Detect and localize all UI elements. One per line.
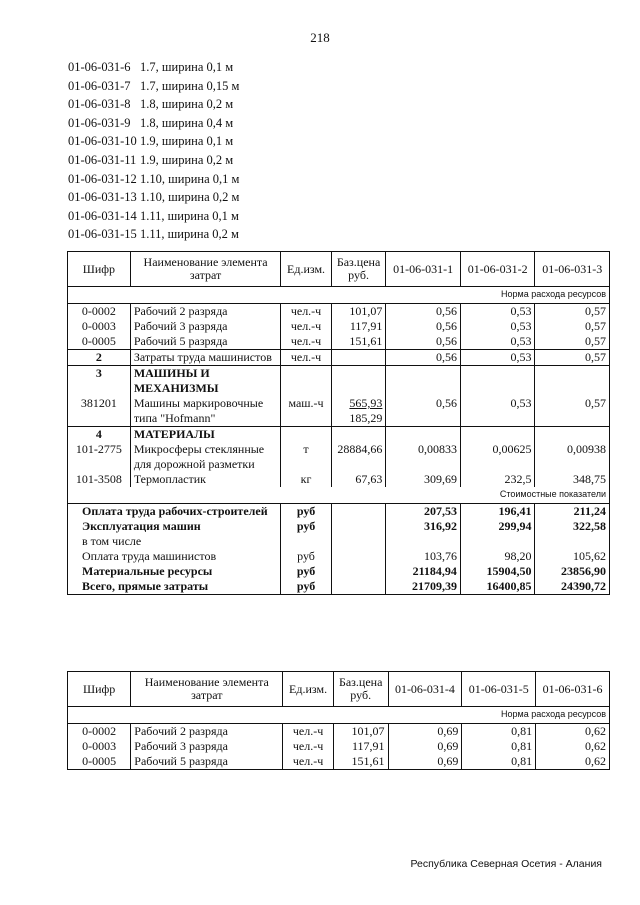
page-number: 218 <box>310 30 330 45</box>
cost-row <box>68 549 610 564</box>
code-list <box>68 58 239 244</box>
cost-price <box>331 549 386 564</box>
code-desc: 1.11, ширина 0,1 м <box>140 208 239 223</box>
row-value: 0,53 <box>460 396 535 427</box>
header-name: Наименование элемента затрат <box>131 672 283 707</box>
cost-unit: руб <box>281 564 331 579</box>
cost-price <box>331 519 386 534</box>
row-value: 0,62 <box>536 754 610 770</box>
row-value: 0,69 <box>388 724 462 740</box>
resource-table-1 <box>67 251 610 595</box>
row-unit: маш.-ч <box>281 396 331 427</box>
code-id: 01-06-031-11 <box>68 152 137 167</box>
cost-value: 316,92 <box>386 519 461 534</box>
row-unit: чел.-ч <box>281 319 331 334</box>
row-unit: т <box>281 442 331 472</box>
section-heading: МАШИНЫ И МЕХАНИЗМЫ <box>130 366 281 397</box>
code-desc: 1.8, ширина 0,4 м <box>140 115 234 130</box>
header-col: 01-06-031-6 <box>536 672 610 707</box>
code-id: 01-06-031-7 <box>68 78 131 93</box>
cost-value: 15904,50 <box>460 564 535 579</box>
cost-unit: руб <box>281 504 331 520</box>
code-id: 01-06-031-6 <box>68 60 131 74</box>
row-code: 0-0002 <box>68 304 131 320</box>
row-unit: чел.-ч <box>281 334 331 350</box>
section-label: Норма расхода ресурсов <box>68 287 610 304</box>
header-unit: Ед.изм. <box>281 252 331 287</box>
cost-value: 98,20 <box>460 549 535 564</box>
section-label: Стоимостные показатели <box>68 487 610 504</box>
header-price: Баз.цена руб. <box>333 672 388 707</box>
header-unit: Ед.изм. <box>283 672 334 707</box>
code-desc: 1.7, ширина 0,1 м <box>140 60 234 74</box>
cost-unit <box>281 534 331 549</box>
row-unit: кг <box>281 472 331 487</box>
row-price <box>331 350 386 366</box>
row-price: 101,07 <box>331 304 386 320</box>
table-header <box>68 672 610 707</box>
cost-value: 16400,85 <box>460 579 535 595</box>
row-value: 0,81 <box>462 739 536 754</box>
code-line <box>68 77 239 96</box>
row-unit: чел.-ч <box>283 724 334 740</box>
cell <box>460 427 535 443</box>
code-line <box>68 151 239 170</box>
row-code: 381201 <box>68 396 131 427</box>
row-value: 309,69 <box>386 472 461 487</box>
cost-name: Оплата труда рабочих-строителей <box>68 504 281 520</box>
table-row <box>68 724 610 740</box>
table-row <box>68 739 610 754</box>
table-row <box>68 427 610 443</box>
row-price: 28884,66 <box>331 442 386 472</box>
row-value: 0,57 <box>535 319 610 334</box>
row-unit: чел.-ч <box>281 304 331 320</box>
header-col: 01-06-031-5 <box>462 672 536 707</box>
footer-region: Республика Северная Осетия - Алания <box>410 858 602 870</box>
row-value: 0,57 <box>535 350 610 366</box>
cost-row <box>68 504 610 520</box>
row-code: 4 <box>68 427 131 443</box>
code-line <box>68 188 239 207</box>
section-heading: МАТЕРИАЛЫ <box>130 427 281 443</box>
cost-value <box>386 534 461 549</box>
row-value: 0,53 <box>460 304 535 320</box>
row-value: 0,57 <box>535 304 610 320</box>
row-code: 101-2775 <box>68 442 131 472</box>
row-value: 0,69 <box>388 754 462 770</box>
cost-row <box>68 564 610 579</box>
row-value: 0,53 <box>460 350 535 366</box>
code-id: 01-06-031-13 <box>68 190 137 205</box>
row-value: 348,75 <box>535 472 610 487</box>
row-price: 117,91 <box>331 319 386 334</box>
row-price <box>331 396 386 427</box>
code-desc: 1.8, ширина 0,2 м <box>140 97 234 112</box>
code-desc: 1.7, ширина 0,15 м <box>140 78 240 93</box>
row-price: 67,63 <box>331 472 386 487</box>
cost-row <box>68 579 610 595</box>
cost-value: 24390,72 <box>535 579 610 595</box>
row-price: 117,91 <box>333 739 388 754</box>
cost-value: 322,58 <box>535 519 610 534</box>
row-name: Рабочий 5 разряда <box>131 754 283 770</box>
code-desc: 1.9, ширина 0,2 м <box>140 152 234 167</box>
table-header <box>68 252 610 287</box>
code-id: 01-06-031-9 <box>68 115 131 130</box>
row-name: Рабочий 3 разряда <box>131 739 283 754</box>
row-unit: чел.-ч <box>281 350 331 366</box>
cell <box>535 366 610 397</box>
price-primary: 565,93 <box>349 396 383 410</box>
code-id: 01-06-031-15 <box>68 227 137 242</box>
price-secondary: 185,29 <box>349 411 383 425</box>
code-desc: 1.11, ширина 0,2 м <box>140 227 239 242</box>
cost-value: 103,76 <box>386 549 461 564</box>
cell <box>281 366 331 397</box>
section-label-row <box>68 707 610 724</box>
row-code: 0-0003 <box>68 739 131 754</box>
table-row <box>68 350 610 366</box>
row-name: Затраты труда машинистов <box>130 350 281 366</box>
row-code: 3 <box>68 366 131 397</box>
row-value: 0,57 <box>535 396 610 427</box>
row-value: 0,00625 <box>460 442 535 472</box>
cost-unit: руб <box>281 579 331 595</box>
code-line <box>68 114 239 133</box>
table-row <box>68 442 610 472</box>
row-value: 0,69 <box>388 739 462 754</box>
cost-price <box>331 564 386 579</box>
row-value: 0,56 <box>386 334 461 350</box>
table-row <box>68 472 610 487</box>
row-value: 0,62 <box>536 724 610 740</box>
cost-row <box>68 519 610 534</box>
row-name: Рабочий 2 разряда <box>131 724 283 740</box>
table-row <box>68 396 610 427</box>
cost-value: 21709,39 <box>386 579 461 595</box>
cell <box>281 427 331 443</box>
row-price: 151,61 <box>333 754 388 770</box>
cell <box>386 366 461 397</box>
row-value: 0,56 <box>386 304 461 320</box>
table-row <box>68 334 610 350</box>
row-value: 0,57 <box>535 334 610 350</box>
cost-price <box>331 504 386 520</box>
row-name: Рабочий 5 разряда <box>130 334 281 350</box>
row-value: 0,53 <box>460 334 535 350</box>
row-code: 101-3508 <box>68 472 131 487</box>
row-value: 232,5 <box>460 472 535 487</box>
cost-value: 196,41 <box>460 504 535 520</box>
row-value: 0,53 <box>460 319 535 334</box>
row-value: 0,00938 <box>535 442 610 472</box>
row-code: 0-0005 <box>68 334 131 350</box>
cell <box>460 366 535 397</box>
code-line <box>68 95 239 114</box>
row-code: 0-0002 <box>68 724 131 740</box>
table-row <box>68 304 610 320</box>
header-col: 01-06-031-4 <box>388 672 462 707</box>
row-value: 0,56 <box>386 350 461 366</box>
row-code: 2 <box>68 350 131 366</box>
row-value: 0,81 <box>462 754 536 770</box>
cost-value: 23856,90 <box>535 564 610 579</box>
header-col: 01-06-031-2 <box>460 252 535 287</box>
row-value: 0,56 <box>386 319 461 334</box>
row-code: 0-0003 <box>68 319 131 334</box>
row-name: Рабочий 3 разряда <box>130 319 281 334</box>
code-desc: 1.10, ширина 0,1 м <box>140 171 240 186</box>
cost-value: 299,94 <box>460 519 535 534</box>
cost-value: 21184,94 <box>386 564 461 579</box>
cost-unit: руб <box>281 519 331 534</box>
cell <box>331 366 386 397</box>
cost-value <box>460 534 535 549</box>
row-value: 0,62 <box>536 739 610 754</box>
code-line <box>68 225 239 244</box>
code-line <box>68 58 239 77</box>
cell <box>535 427 610 443</box>
row-price: 151,61 <box>331 334 386 350</box>
header-col: 01-06-031-1 <box>386 252 461 287</box>
row-value: 0,81 <box>462 724 536 740</box>
row-code: 0-0005 <box>68 754 131 770</box>
cost-price <box>331 534 386 549</box>
header-price: Баз.цена руб. <box>331 252 386 287</box>
code-desc: 1.10, ширина 0,2 м <box>140 190 240 205</box>
cost-value: 105,62 <box>535 549 610 564</box>
table-row <box>68 754 610 770</box>
resource-table-2 <box>67 671 610 770</box>
header-col: 01-06-031-3 <box>535 252 610 287</box>
code-line <box>68 170 239 189</box>
code-id: 01-06-031-14 <box>68 208 137 223</box>
row-name: Термопластик <box>130 472 281 487</box>
cell <box>331 427 386 443</box>
table-row <box>68 319 610 334</box>
code-line <box>68 207 239 226</box>
table-row <box>68 366 610 397</box>
cell <box>386 427 461 443</box>
row-unit: чел.-ч <box>283 739 334 754</box>
row-name: Микросферы стеклянные для дорожной разметки <box>130 442 281 472</box>
code-id: 01-06-031-12 <box>68 171 137 186</box>
row-name: Рабочий 2 разряда <box>130 304 281 320</box>
cost-name: Материальные ресурсы <box>68 564 281 579</box>
cost-unit: руб <box>281 549 331 564</box>
row-name: Машины маркировочные типа "Hofmann" <box>130 396 281 427</box>
code-id: 01-06-031-10 <box>68 134 137 149</box>
row-unit: чел.-ч <box>283 754 334 770</box>
row-value: 0,00833 <box>386 442 461 472</box>
section-label-row <box>68 487 610 504</box>
cost-value <box>535 534 610 549</box>
cost-name: Всего, прямые затраты <box>68 579 281 595</box>
cost-name: Оплата труда машинистов <box>68 549 281 564</box>
cost-name: Эксплуатация машин <box>68 519 281 534</box>
cost-value: 207,53 <box>386 504 461 520</box>
section-label: Норма расхода ресурсов <box>68 707 610 724</box>
cost-row <box>68 534 610 549</box>
header-name: Наименование элемента затрат <box>130 252 281 287</box>
header-code: Шифр <box>68 672 131 707</box>
section-label-row <box>68 287 610 304</box>
header-code: Шифр <box>68 252 131 287</box>
cost-price <box>331 579 386 595</box>
code-id: 01-06-031-8 <box>68 97 131 112</box>
cost-name: в том числе <box>68 534 281 549</box>
code-line <box>68 132 239 151</box>
code-desc: 1.9, ширина 0,1 м <box>140 134 234 149</box>
row-price: 101,07 <box>333 724 388 740</box>
row-value: 0,56 <box>386 396 461 427</box>
cost-value: 211,24 <box>535 504 610 520</box>
